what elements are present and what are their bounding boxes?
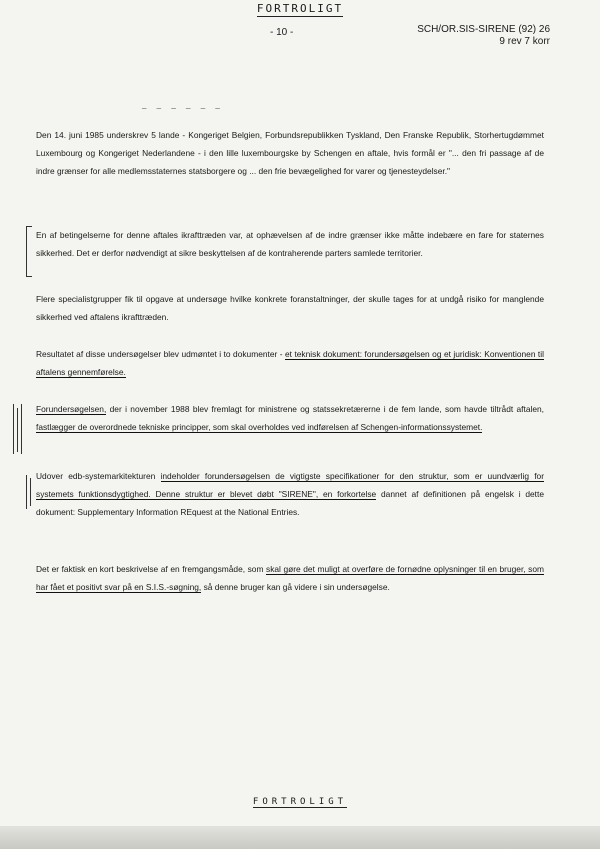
margin-line-2 bbox=[17, 408, 18, 452]
paragraph-7-text-end: så denne bruger kan gå videre i sin undersøgelse. bbox=[201, 582, 390, 592]
doc-revision: 9 rev 7 korr bbox=[499, 36, 550, 47]
paragraph-4 bbox=[36, 345, 544, 381]
paragraph-1 bbox=[36, 126, 544, 180]
paragraph-3-text: Flere specialistgrupper fik til opgave at undersøge hvilke konkrete foranstaltninger, der skulle tages for at undgå risiko for manglende sikkerhed ved aftalens ikrafttræden. bbox=[36, 294, 544, 322]
paragraph-6 bbox=[36, 467, 544, 521]
paragraph-6-text-start: Udover edb-systemarkitekturen bbox=[36, 471, 161, 481]
paragraph-5-underlined-end: fastlægger de overordnede tekniske principper, som skal overholdes ved indførelsen af Schengen-informationssystemet. bbox=[36, 422, 483, 432]
dash-marks: _ _ _ _ _ _ bbox=[142, 100, 224, 109]
paragraph-7-underlined: skal gøre det muligt at overføre de fornødne oplysninger til en bruger, som har fået et positivt svar på en S.I.S.-søgning, bbox=[36, 564, 544, 592]
classification-footer bbox=[0, 797, 600, 807]
margin-bracket bbox=[26, 226, 27, 276]
paragraph-6-underlined: indeholder forundersøgelsen de vigtigste specifikationer for den struktur, som er uundværlig for systemets funktionsdygtighed. Denne struktur er blevet døbt "SIRENE", en forkortelse bbox=[36, 471, 544, 499]
paragraph-1-text: Den 14. juni 1985 underskrev 5 lande - Kongeriget Belgien, Forbundsrepublikken Tyskland, Den Franske Republik, Storhertugdømmet Luxembourg og Kongeriget Nederlandene - i den lille luxembourgske by Schengen en aftale, hvis formål er "... den fri passage af de indre grænser for alle medlemsstaternes statsborgere og ... den frie bevægelighed for varer og tjenesteydelser." bbox=[36, 130, 544, 176]
page-number: - 10 - bbox=[270, 27, 294, 38]
paragraph-2 bbox=[36, 226, 544, 262]
margin-line-5 bbox=[30, 478, 31, 506]
margin-line-3 bbox=[21, 404, 22, 454]
paragraph-7-text-start: Det er faktisk en kort beskrivelse af en fremgangsmåde, som bbox=[36, 564, 267, 574]
paragraph-6-text-end: dannet af definitionen på engelsk i dette dokument: Supplementary Information REquest at the National Entries. bbox=[36, 489, 544, 517]
margin-bracket-tick-top bbox=[26, 226, 32, 227]
scan-footer-band bbox=[0, 826, 600, 849]
classification-footer-label: FORTROLIGT bbox=[252, 797, 348, 807]
paragraph-4-text: Resultatet af disse undersøgelser blev udmøntet i to dokumenter - bbox=[36, 349, 285, 359]
margin-bracket-tick-bottom bbox=[26, 276, 32, 277]
margin-line-4 bbox=[26, 475, 27, 509]
classification-label: FORTROLIGT bbox=[256, 2, 344, 15]
paragraph-5-underlined-start: Forundersøgelsen, bbox=[36, 404, 107, 414]
paragraph-7 bbox=[36, 560, 544, 596]
classification-header bbox=[0, 2, 600, 15]
doc-ref-code: SCH/OR.SIS-SIRENE (92) 26 bbox=[417, 24, 550, 35]
paragraph-3 bbox=[36, 290, 544, 326]
paragraph-4-underlined: et teknisk dokument: forundersøgelsen og et juridisk: Konventionen til aftalens gennemførelse. bbox=[36, 349, 544, 377]
paragraph-5 bbox=[36, 400, 544, 436]
paragraph-2-text: En af betingelserne for denne aftales ikrafttræden var, at ophævelsen af de indre grænser ikke måtte indebære en fare for staternes sikkerhed. Det er derfor nødvendigt at sikre beskyttelsen af de kontraherende parters samlede territorier. bbox=[36, 230, 544, 258]
paragraph-5-text: der i november 1988 blev fremlagt for ministrene og statssekretærerne i de fem lande, som havde tiltrådt aftalen, bbox=[106, 404, 544, 414]
margin-line-1 bbox=[13, 404, 14, 454]
document-reference bbox=[417, 24, 550, 48]
